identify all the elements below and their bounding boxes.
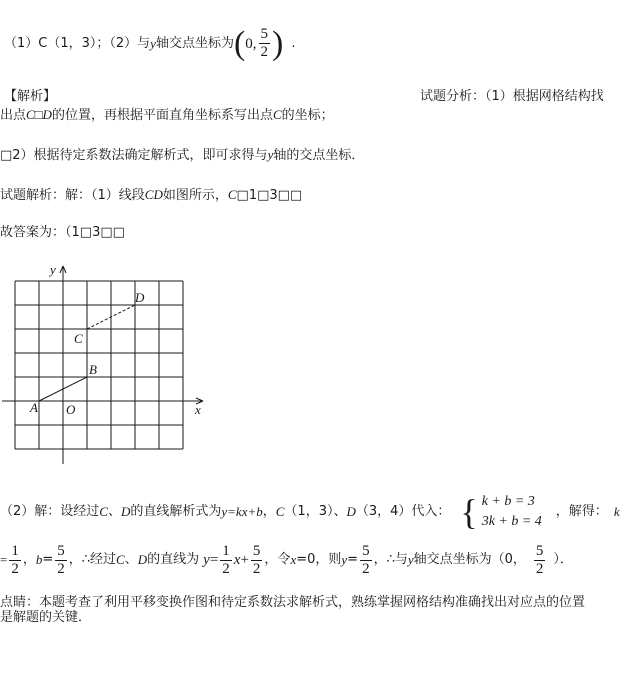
answer-repeat-line xyxy=(0,224,125,242)
intercept-fraction xyxy=(251,543,263,578)
part2-text: 、 xyxy=(124,552,138,567)
part2-point: C xyxy=(99,504,108,519)
y-num: 5 xyxy=(362,542,370,559)
part2-text: =0，则 xyxy=(296,552,342,567)
answer-repeat-text: 故答案为：（ xyxy=(0,225,72,240)
origin-label: O xyxy=(66,402,76,417)
hint-text: 出点 xyxy=(0,108,27,123)
answer-y-var: y xyxy=(150,35,156,51)
concl-den: 2 xyxy=(535,560,544,577)
part2-text: ， xyxy=(262,504,276,519)
hint-line-2 xyxy=(0,146,364,165)
b-equals: = xyxy=(42,552,54,567)
point-b-label: B xyxy=(89,362,97,377)
part2-text: ，∴与 xyxy=(373,552,408,567)
slope-den: 2 xyxy=(222,560,230,577)
equation-1: k + b = 3 xyxy=(481,494,535,509)
solution-text: 试题解析：解：（1）线段 xyxy=(0,188,145,203)
coord-zero: 0, xyxy=(245,35,257,52)
left-paren: ( xyxy=(233,24,246,62)
solution-text: 如图所示， xyxy=(162,188,228,203)
answer-repeat-coord: 1□3□□ xyxy=(71,225,125,240)
part2-point: D xyxy=(120,504,131,519)
concl-y: y xyxy=(407,552,414,567)
answer-part1: （1）C（1，3）；（2）与 xyxy=(4,35,151,51)
part2-text: ）． xyxy=(553,552,573,567)
part2-text: ，∴经过 xyxy=(68,552,117,567)
y-fraction xyxy=(360,543,372,578)
part2-text: ，令 xyxy=(264,552,291,567)
y-den: 2 xyxy=(362,560,370,577)
line-plus: + xyxy=(240,552,249,568)
let-eq: = xyxy=(347,552,359,567)
hint-var: y xyxy=(267,147,274,162)
hint-text: 的位置，再根据平面直角坐标系写出点 xyxy=(51,108,273,123)
right-paren: ) xyxy=(272,24,284,62)
hint-text: 轴的交点坐标． xyxy=(273,148,365,163)
x-axis-label: x xyxy=(195,402,201,417)
part2-point: C xyxy=(275,504,285,519)
solution-segment: CD xyxy=(144,187,163,202)
solution-point: C xyxy=(227,187,237,202)
b-num: 5 xyxy=(57,542,65,559)
answer-frac-den: 2 xyxy=(260,44,269,60)
part2-text: 轴交点坐标为（0， xyxy=(413,552,526,567)
part2-coord: （3，4）代入： xyxy=(355,504,451,519)
hint-point: C xyxy=(272,107,282,122)
grid-lines xyxy=(15,281,183,449)
hint-text: 的坐标； xyxy=(281,108,334,123)
part2-var-k: k xyxy=(613,504,620,519)
answer-frac-num: 5 xyxy=(260,26,269,42)
line-eq: = xyxy=(209,552,219,568)
answer-fraction xyxy=(259,26,271,61)
solution-line xyxy=(0,186,302,205)
point-c-label: C xyxy=(74,331,83,346)
line-x: x xyxy=(233,552,241,568)
k-num: 1 xyxy=(11,542,19,559)
part2-line-2 xyxy=(0,540,573,580)
y-axis-label: y xyxy=(50,262,56,277)
brace-icon: { xyxy=(460,492,478,532)
part2-line-1 xyxy=(0,492,620,532)
let-x: x xyxy=(290,552,297,567)
part2-var-b: b xyxy=(35,552,43,567)
answer-end: . xyxy=(291,35,296,51)
part2-text: ，解得： xyxy=(555,504,608,519)
concl-fraction xyxy=(534,543,546,578)
intercept-num: 5 xyxy=(252,542,261,559)
let-y: y xyxy=(341,552,348,567)
part2-text: （2）解：设经过 xyxy=(0,504,100,519)
remark-line-1: 点睛：本题考查了利用平移变换作图和待定系数法求解析式，熟练掌握网格结构准确找出对应点的位置 xyxy=(0,595,586,610)
part2-formula: y=kx+b xyxy=(221,504,263,519)
concl-num: 5 xyxy=(535,542,544,559)
hint-text: □2）根据待定系数法确定解析式，即可求得与 xyxy=(0,148,268,163)
part2-text: 的直线为 xyxy=(147,552,200,567)
b-den: 2 xyxy=(57,560,65,577)
hint-line-1 xyxy=(0,106,334,125)
part2-text: 的直线解析式为 xyxy=(130,504,222,519)
hint-title: 试题分析：（1）根据网格结构找 xyxy=(420,89,604,104)
answer-part2: 轴交点坐标为 xyxy=(155,35,234,51)
slope-num: 1 xyxy=(222,542,230,559)
part2-point: C xyxy=(116,552,125,567)
answer-line xyxy=(4,26,296,61)
k-fraction xyxy=(9,543,21,578)
part2-text: 、 xyxy=(107,504,121,519)
solution-coord: □1□3□□ xyxy=(236,188,303,203)
remark-line-2: 是解题的关键． xyxy=(0,610,92,625)
point-d-label: D xyxy=(135,290,145,305)
part2-point: D xyxy=(346,504,356,519)
part2-text: ， xyxy=(22,552,36,567)
part2-point: D xyxy=(137,552,148,567)
b-fraction xyxy=(55,543,67,578)
analysis-heading: 【解析】 xyxy=(4,89,57,104)
slope-fraction xyxy=(220,543,232,578)
equation-2: 3k + b = 4 xyxy=(481,514,542,529)
k-equals: = xyxy=(0,552,8,567)
equation-lines xyxy=(482,492,542,532)
hint-points: C□D xyxy=(26,107,52,122)
equation-system xyxy=(460,492,541,532)
line-y: y xyxy=(203,552,210,568)
intercept-den: 2 xyxy=(252,560,261,577)
grid-figure xyxy=(0,258,215,468)
part2-coord: （1，3）、 xyxy=(284,504,347,519)
k-den: 2 xyxy=(11,560,19,577)
point-a-label: A xyxy=(30,400,38,415)
